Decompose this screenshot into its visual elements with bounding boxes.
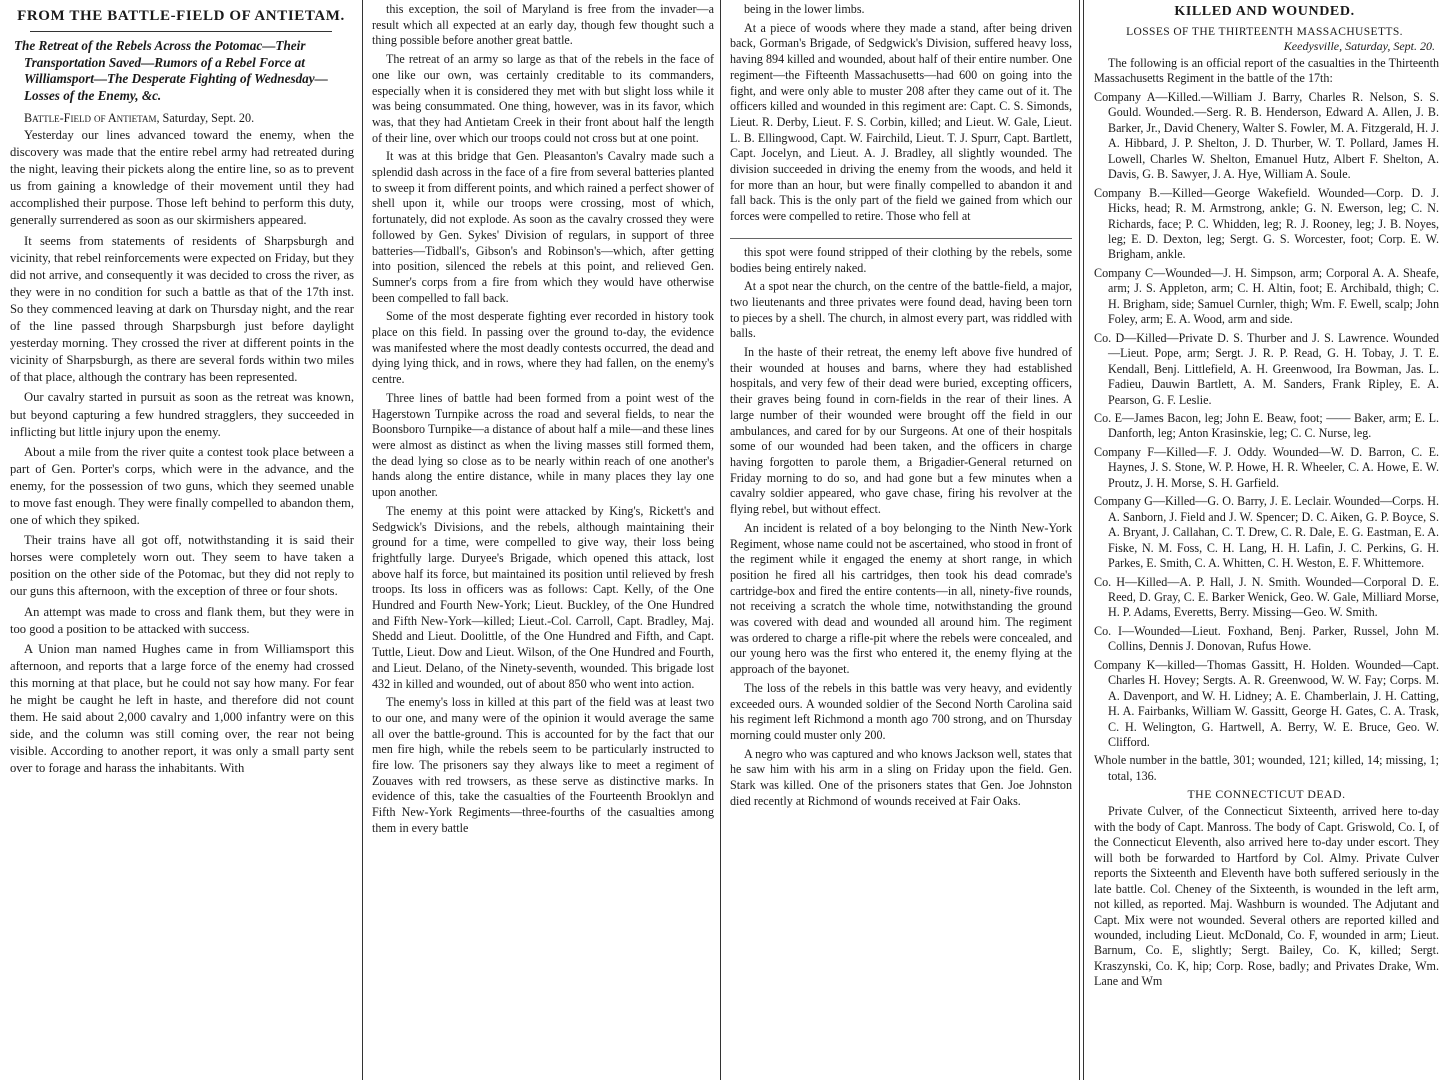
article-paragraph: this exception, the soil of Maryland is free from the invader—a result which all expected at an early day, though few thought such a thing possible before another great battle. [372,2,714,48]
section-divider [730,228,1072,239]
article-body-top [730,2,1072,225]
casualty-entry: Co. H—Killed—A. P. Hall, J. N. Smith. Wounded—Corporal D. E. Reed, D. Gray, C. E. Barker Wenick, Geo. W. Gale, Milliard Morse, H. P. Adams, Everetts, Berry. Missing—Geo. W. Smith. [1094,574,1439,620]
section-subhead: THE CONNECTICUT DEAD. [1187,787,1346,802]
article-paragraph: The loss of the rebels in this battle was very heavy, and evidently exceeded ours. A wounded soldier of the Second North Carolina said his regiment left Richmond a month ago 700 strong, and on Thursday morning could muster only 200. [730,680,1072,742]
column-2 [364,0,720,1080]
dateline [10,110,354,126]
article-paragraph: About a mile from the river quite a contest took place between a part of Gen. Porter's corps, which were in the advance, and the enemy, for the possession of two guns, which they seemed unable to move fast enough. They were finally compelled to abandon them, one of which they spiked. [10,444,354,528]
article-paragraph: Private Culver, of the Connecticut Sixteenth, arrived here to-day with the body of Capt. Manross. The body of Capt. Griswold, Co. I, of the Connecticut Eleventh, also arrived here to-day under escort. They will both be forwarded to Hartford by Col. Almy. Private Culver reports the Sixteenth and Eleventh have both suffered seriously in the late battle. Col. Cheney of the Sixteenth, is wounded in the left arm, not killed, as reported. Maj. Washburn is wounded. The Adjutant and Capt. Mix were not wounded. Several others are reported killed and wounded, including Lieut. McDonald, Co. F, wounded in arm; Lieut. Barnum, Co. E, slightly; Sergt. Bailey, Co. K, killed; Sergt. Kraszynski, Co. K, hip; Corp. Rose, badly; and Privates Drake, Wm. Lane and Wm [1094,804,1439,989]
casualty-list [1094,90,1439,784]
article-paragraph: Their trains have all got off, notwithstanding it is said their horses were completely worn out. They seem to have taken a position on the other side of the Potomac, but they did not reply to our guns this afternoon, with the exception of three or four shots. [10,533,354,599]
section-subhead: LOSSES OF THE THIRTEENTH MASSACHUSETTS. [1126,26,1403,38]
article-paragraph: In the haste of their retreat, the enemy left above five hundred of their wounded at houses and barns, where they had established hospitals, and very few of their dead were buried, excepting officers, their graves being found in corn-fields in the rear of their lines. A large number of their wounded were brought off the field in our ambulances, and cared for by our Surgeons. At one of their hospitals some of our wounded had been taken, and the officers in charge having forgotten to parole them, a Brigadier-General returned on Friday morning to do so, and had gone but a few minutes when a cavalry soldier appeared, who gave chase, firing his revolver at the flying rebel, but without effect. [730,345,1072,517]
article-paragraph: A negro who was captured and who knows Jackson well, states that he saw him with his arm in a sling on Friday upon the field. Gen. Stark was killed. One of the prisoners states that Gen. Joe Johnston died recently at Richmond of wounds received at Fair Oaks. [730,746,1072,808]
article-paragraph: Yesterday our lines advanced toward the enemy, when the discovery was made that the entire rebel army had retreated during the night, leaving their pickets along the entire line, so as to prevent us from gaining a knowledge of their movement until they had accomplished their purpose. Those left behind to perform this duty, generally surrendered as soon as our skirmishers appeared. [10,128,354,228]
article-paragraph: At a spot near the church, on the centre of the battle-field, a major, two lieutenants and three privates were found dead, having been torn to pieces by a shell. The church, in almost every part, was riddled with balls. [730,279,1072,341]
column-4 [1084,0,1445,1080]
article-paragraph: The enemy's loss in killed at this part of the field was at least two to our one, and many were of the opinion it would average the same all over the battle-ground. This is accounted for by the fact that our men fire high, while the rebels seem to be particularly instructed to fire low. The prisoners say they always like to meet a regiment of Zouaves with red trowsers, as these serve as distinctive marks. In evidence of this, take the casualties of the Fourteenth Brooklyn and Fifth New-York Regiments—three-fourths of the casualties among them in every battle [372,695,714,835]
article-paragraph: At a piece of woods where they made a stand, after being driven back, Gorman's Brigade, of Sedgwick's Division, suffered heavy loss, having 894 killed and wounded, about half of their entire number. One regiment—the Fifteenth Massachusetts—had 600 on going into the fight, and were only able to muster 208 after they came out of it. The officers killed and wounded in this regiment are: Capt. C. S. Simonds, Lieut. R. Derby, Lieut. F. S. Corbin, killed; and Lieut. W. Gale, Lieut. L. B. Ellingwood, Capt. W. Fairchild, Lieut. T. J. Spurr, Capt. Bartlett, Capt. Jocelyn, and Lieut. A. J. Bradley, all slightly wounded. The division succeeded in driving the enemy from the woods, and held it for more than an hour, but were finally compelled to abandon it and fall back. This is the only part of the field we gained from which our forces were compelled to retire. Those who fell at [730,20,1072,224]
article-paragraph: A Union man named Hughes came in from Williamsport this afternoon, and reports that a large force of the enemy had crossed this morning at that place, but he could not say how many. For fear he might be caught he left in haste, and therefore did not count them. He said about 2,000 cavalry and 1,000 infantry were on this side, and the column was still coming over, the rear not being visible. According to another report, it was only a small party sent over to forage and harass the inhabitants. With [10,641,354,776]
article-body [730,245,1072,810]
dateline-place: Battle-Field of Antietam, [24,111,160,125]
article-body [372,2,714,837]
article-paragraph: this spot were found stripped of their clothing by the rebels, some bodies being entirely naked. [730,244,1072,275]
article-paragraph: It seems from statements of residents of Sharpsburgh and vicinity, that rebel reinforcements were expected on Friday, but they did not arrive, and consequently it was decided to cross the river, as they were in no condition for such a battle as that of the 17th inst. So they commenced leaving at dark on Thursday night, and the rear of the line passed through Sharpsburgh just before daylight yesterday morning. They crossed the river at different points in the vicinity of Sharpsburgh, as there are several fords within two miles of that place, although the contrary has been represented. [10,233,354,385]
article-paragraph: An attempt was made to cross and flank them, but they were in too good a position to be attacked with success. [10,604,354,636]
casualty-entry: Co. E—James Bacon, leg; John E. Beaw, foot; —— Baker, arm; E. L. Danforth, leg; Anton Krasinskie, leg; C. C. Nurse, leg. [1094,410,1439,441]
article-body [1094,804,1439,989]
casualty-entry: Company C—Wounded—J. H. Simpson, arm; Corporal A. A. Sheafe, arm; J. S. Appleton, arm; C. H. Altin, foot; E. Archibald, thigh; C. H. Brigham, side; Samuel Curnler, thigh; Wm. F. Ewell, scalp; John Foley, arm; E. A. Wood, arm and side. [1094,265,1439,327]
casualty-entry: Co. I—Wounded—Lieut. Foxhand, Benj. Parker, Russel, John M. Collins, Dennis J. Donovan, Rufus Howe. [1094,623,1439,654]
article-paragraph: Some of the most desperate fighting ever recorded in history took place on this field. In passing over the ground to-day, the evidence was manifested where the most deadly contests occurred, the dead and dying lying thick, and in rows, where they had fallen, on the enemy's centre. [372,309,714,387]
section-headline: KILLED AND WOUNDED. [1174,4,1355,19]
casualty-entry: Company A—Killed.—William J. Barry, Charles R. Nelson, S. S. Gould. Wounded.—Serg. R. B. Henderson, Edward A. Allen, J. B. Barker, Jr., David Chenery, Walter S. Fowler, M. A. Fitzgerald, H. J. A. Hibbard, J. P. Shelton, J. D. Thurber, W. T. Pollard, James H. Lowell, Charles W. Shelton, Emanuel Hutz, Albert F. Shelton, A. Davis, G. B. Sawyer, J. A. Hye, William A. Soule. [1094,89,1439,182]
article-deck: The Retreat of the Rebels Across the Potomac—Their Transportation Saved—Rumors of a Rebel Force at Williamsport—The Desperate Fighting of Wednesday—Losses of the Enemy, &c. [14,38,328,103]
article-body [10,127,354,777]
casualty-entry: Company G—Killed—G. O. Barry, J. E. Leclair. Wounded—Corps. H. A. Sanborn, J. Field and J. W. Spencer; D. C. Aiken, G. P. Boyce, S. A. Bryant, J. Callahan, C. T. Drew, C. R. Dale, E. G. Eastman, E. A. Fiske, N. M. Foss, C. H. Lang, H. H. Lafin, J. C. Perkins, G. H. Parkes, E. Smith, C. A. Whitten, C. H. Weston, E. F. Whittemore. [1094,494,1439,571]
article-paragraph: Our cavalry started in pursuit as soon as the retreat was known, but beyond capturing a few hundred stragglers, they succeeded in inflicting but little injury upon the enemy. [10,390,354,439]
article-paragraph: An incident is related of a boy belonging to the Ninth New-York Regiment, whose name could not be ascertained, who stood in front of the regiment while it engaged the enemy at short range, in which position he fired all his cartridges, then took his dead comrade's cartridge-box and fired the entire contents—in all, ninety-five rounds, not receiving a scratch the whole time, notwithstanding the ground was covered with dead and wounded all around him. The regiment was ordered to charge a rifle-pit where the rebels were concealed, and our young hero was the first who entered it, the enemy flying at the approach of the bayonet. [730,520,1072,677]
column-rule [720,0,721,1080]
dateline-date: Saturday, Sept. 20. [162,111,255,125]
column-rule [1079,0,1080,1080]
headline-rule [30,31,332,32]
article-paragraph: being in the lower limbs. [744,2,865,16]
article-paragraph: The enemy at this point were attacked by King's, Rickett's and Sedgwick's Divisions, and the rebels, although maintaining their ground for a time, were compelled to give way, their loss being frightfully large. Duryee's Brigade, which opened this attack, lost above half its force, but maintained its position until relieved by fresh troops. Its loss in officers was as follows: Capt. Kelly, of the One Hundred and Fourth New-York; Lieut. Buckley, of the One Hundred and Fifth New-York—killed; Lieut.-Col. Carroll, Capt. Bradley, Maj. Shedd and Lieut. Doolittle, of the One Hundred and Fifth, and Capt. Tuttle, Lieut. Dow and Lieut. Wilson, of the One Hundred and Fourth, and Lieut. Delano, of the Ninety-seventh, wounded. This brigade lost 432 in killed and wounded, out of about 850 who went into action. [372,503,714,691]
article-paragraph: The retreat of an army so large as that of the rebels in the face of one like our own, was certainly creditable to its commanders, especially when it is considered they met with but slight loss while it was being consummated. One thing, however, was in its favor, which was, that they had Antietam Creek in their front about half the length of their line, over which our troops could not cross but at one point. [372,52,714,145]
column-rule [362,0,363,1080]
casualty-entry: Company F—Killed—F. J. Oddy. Wounded—W. D. Barron, C. E. Haynes, J. S. Stone, W. P. Howe, H. R. Wheeler, C. A. Howe, E. W. Proutz, J. H. Morse, S. H. Garfield. [1094,444,1439,490]
dateline: Keedysville, Saturday, Sept. 20. [1283,39,1435,53]
casualty-entry: Company K—killed—Thomas Gassitt, H. Holden. Wounded—Capt. Charles H. Hovey; Sergts. A. R. Greenwood, W. W. Fay; Corps. M. A. Davenport, and W. H. Lidney; A. E. Chamberlain, J. H. Catting, H. A. Fairbanks, William W. Gassitt, George H. Gates, C. A. Trask, C. H. Welington, G. Hartwell, A. Berry, W. E. Bruce, Geo. W. Clifford. [1094,657,1439,750]
column-3 [722,0,1078,1080]
casualty-entry: Whole number in the battle, 301; wounded, 121; killed, 14; missing, 1; total, 136. [1094,753,1439,783]
casualty-entry: Co. D—Killed—Private D. S. Thurber and J. S. Lawrence. Wounded—Lieut. Pope, arm; Sergt. J. R. P. Read, G. H. Tobay, J. T. E. Kendall, Benj. Littlefield, A. H. Greenwood, Ira Bowman, Jas. L. Fadieu, Dauwin Bartlett, A. M. Sanders, Frank Ripley, E. A. Pearson, G. F. Leslie. [1094,330,1439,407]
article-paragraph: Three lines of battle had been formed from a point west of the Hagerstown Turnpike across the road and several fields, to near the Boonsboro Turnpike—a distance of about half a mile—and these lines were almost as distinct as when the living masses still formed them, the dead lying so close as to be nearly within reach of one another's hands along the entire distance, while in many places they lay one upon another. [372,390,714,500]
column-1 [0,0,362,1080]
casualty-entry: Company B.—Killed—George Wakefield. Wounded—Corp. D. J. Hicks, head; R. M. Armstrong, ankle; G. N. Ewerson, leg; C. N. Richards, face; P. C. Whidden, leg; R. J. Rooney, leg; J. B. Noyes, leg; E. D. Dexton, leg; Sergt. G. S. Worcester, foot; Corp. E. W. Brigham, ankle. [1094,185,1439,262]
article-headline: FROM THE BATTLE-FIELD OF ANTIETAM. [17,8,345,24]
article-paragraph: It was at this bridge that Gen. Pleasanton's Cavalry made such a splendid dash across in the face of a fire from several batteries planted to sweep it from different points, and which rained a perfect shower of shell upon it, while our troops were crossing, most of which, fortunately, did not explode. As soon as the cavalry crossed they were followed by Gen. Sykes' Division of regulars, in support of three batteries—Tidball's, Gibson's and Robinson's—which, after getting into position, silenced the rebels at this point, and relieved Gen. Sumner's corps from a fire from which they would have otherwise been compelled to fall back. [372,149,714,305]
casualty-intro: The following is an official report of the casualties in the Thirteenth Massachusetts Regiment in the battle of the 17th: [1094,56,1439,86]
